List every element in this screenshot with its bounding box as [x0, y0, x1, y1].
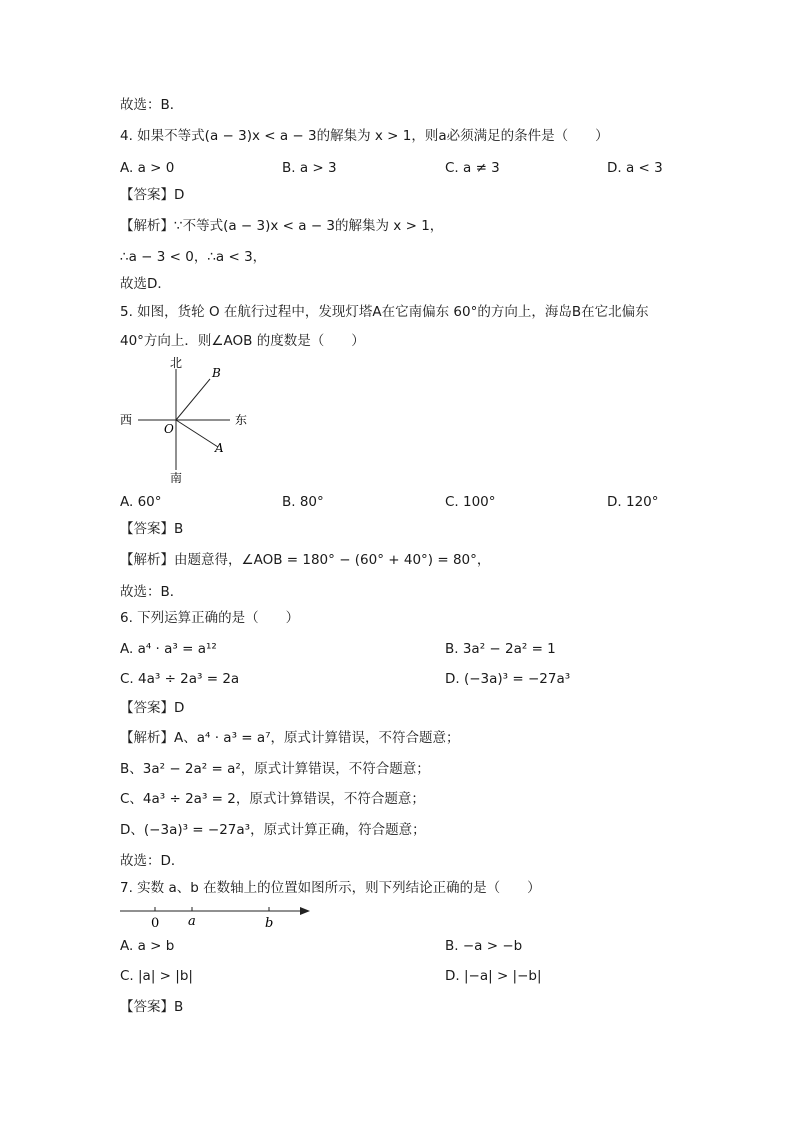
south-label: 南: [170, 471, 183, 485]
q5-conclusion: 故选：B．: [120, 584, 184, 600]
q7-option-d: D. |−a| > |−b|: [445, 968, 542, 984]
q5-option-a: A. 60°: [120, 494, 162, 510]
a-label: a: [188, 914, 196, 929]
q6-conclusion: 故选：D．: [120, 853, 185, 869]
q6-explanation-b: B、3a² − 2a² = a²，原式计算错误，不符合题意；: [120, 761, 430, 777]
number-line-figure: [118, 900, 318, 932]
q6-option-c: C. 4a³ ÷ 2a³ = 2a: [120, 671, 240, 687]
west-label: 西: [120, 413, 133, 427]
q6-explanation-a: 【解析】A、a⁴ · a³ = a⁷，原式计算错误，不符合题意；: [120, 730, 460, 746]
q4-explanation-2: ∴a − 3 < 0，∴a < 3，: [120, 249, 267, 265]
q4-option-d: D. a < 3: [607, 160, 663, 176]
arrow-head-icon: [300, 907, 310, 915]
q7-option-a: A. a > b: [120, 938, 175, 954]
east-label: 东: [235, 413, 248, 427]
b-label: b: [265, 916, 274, 931]
q6-option-b: B. 3a² − 2a² = 1: [445, 641, 556, 657]
q5-answer: 【答案】B: [120, 521, 184, 537]
q3-conclusion: 故选：B．: [120, 97, 184, 113]
north-label: 北: [170, 356, 183, 370]
q7-option-b: B. −a > −b: [445, 938, 523, 954]
compass-figure: [112, 355, 262, 485]
q6-answer: 【答案】D: [120, 700, 185, 716]
q4-conclusion: 故选D．: [120, 276, 171, 292]
ray-oa: [176, 420, 218, 447]
q7-answer: 【答案】B: [120, 999, 184, 1015]
point-a-label: A: [215, 441, 224, 455]
point-b-label: B: [212, 366, 221, 380]
q7-option-c: C. |a| > |b|: [120, 968, 193, 984]
q6-stem: 6. 下列运算正确的是（ ）: [120, 610, 300, 626]
point-o-label: O: [164, 422, 174, 436]
q6-option-d: D. (−3a)³ = −27a³: [445, 671, 571, 687]
q5-stem-2: 40°方向上．则∠AOB 的度数是（ ）: [120, 333, 365, 349]
q5-stem-1: 5. 如图，货轮 O 在航行过程中，发现灯塔A在它南偏东 60°的方向上，海岛B在它北偏东: [120, 304, 649, 320]
q4-answer: 【答案】D: [120, 187, 185, 203]
q5-option-c: C. 100°: [445, 494, 496, 510]
q6-explanation-c: C、4a³ ÷ 2a³ = 2，原式计算错误，不符合题意；: [120, 791, 425, 807]
q4-stem: 4. 如果不等式(a − 3)x < a − 3的解集为 x > 1，则a必须满足的条件是（ ）: [120, 128, 609, 144]
q5-explanation: 【解析】由题意得，∠AOB = 180° − (60° + 40°) = 80°，: [120, 552, 491, 568]
q4-option-c: C. a ≠ 3: [445, 160, 500, 176]
q5-option-b: B. 80°: [282, 494, 324, 510]
zero-label: 0: [151, 916, 160, 931]
q4-option-b: B. a > 3: [282, 160, 337, 176]
q6-option-a: A. a⁴ · a³ = a¹²: [120, 641, 217, 657]
q7-stem: 7. 实数 a、b 在数轴上的位置如图所示，则下列结论正确的是（ ）: [120, 880, 541, 896]
q5-option-d: D. 120°: [607, 494, 659, 510]
q4-explanation-1: 【解析】∵不等式(a − 3)x < a − 3的解集为 x > 1，: [120, 218, 444, 234]
q4-option-a: A. a > 0: [120, 160, 175, 176]
q6-explanation-d: D、(−3a)³ = −27a³，原式计算正确，符合题意；: [120, 822, 426, 838]
ray-ob: [176, 379, 210, 420]
